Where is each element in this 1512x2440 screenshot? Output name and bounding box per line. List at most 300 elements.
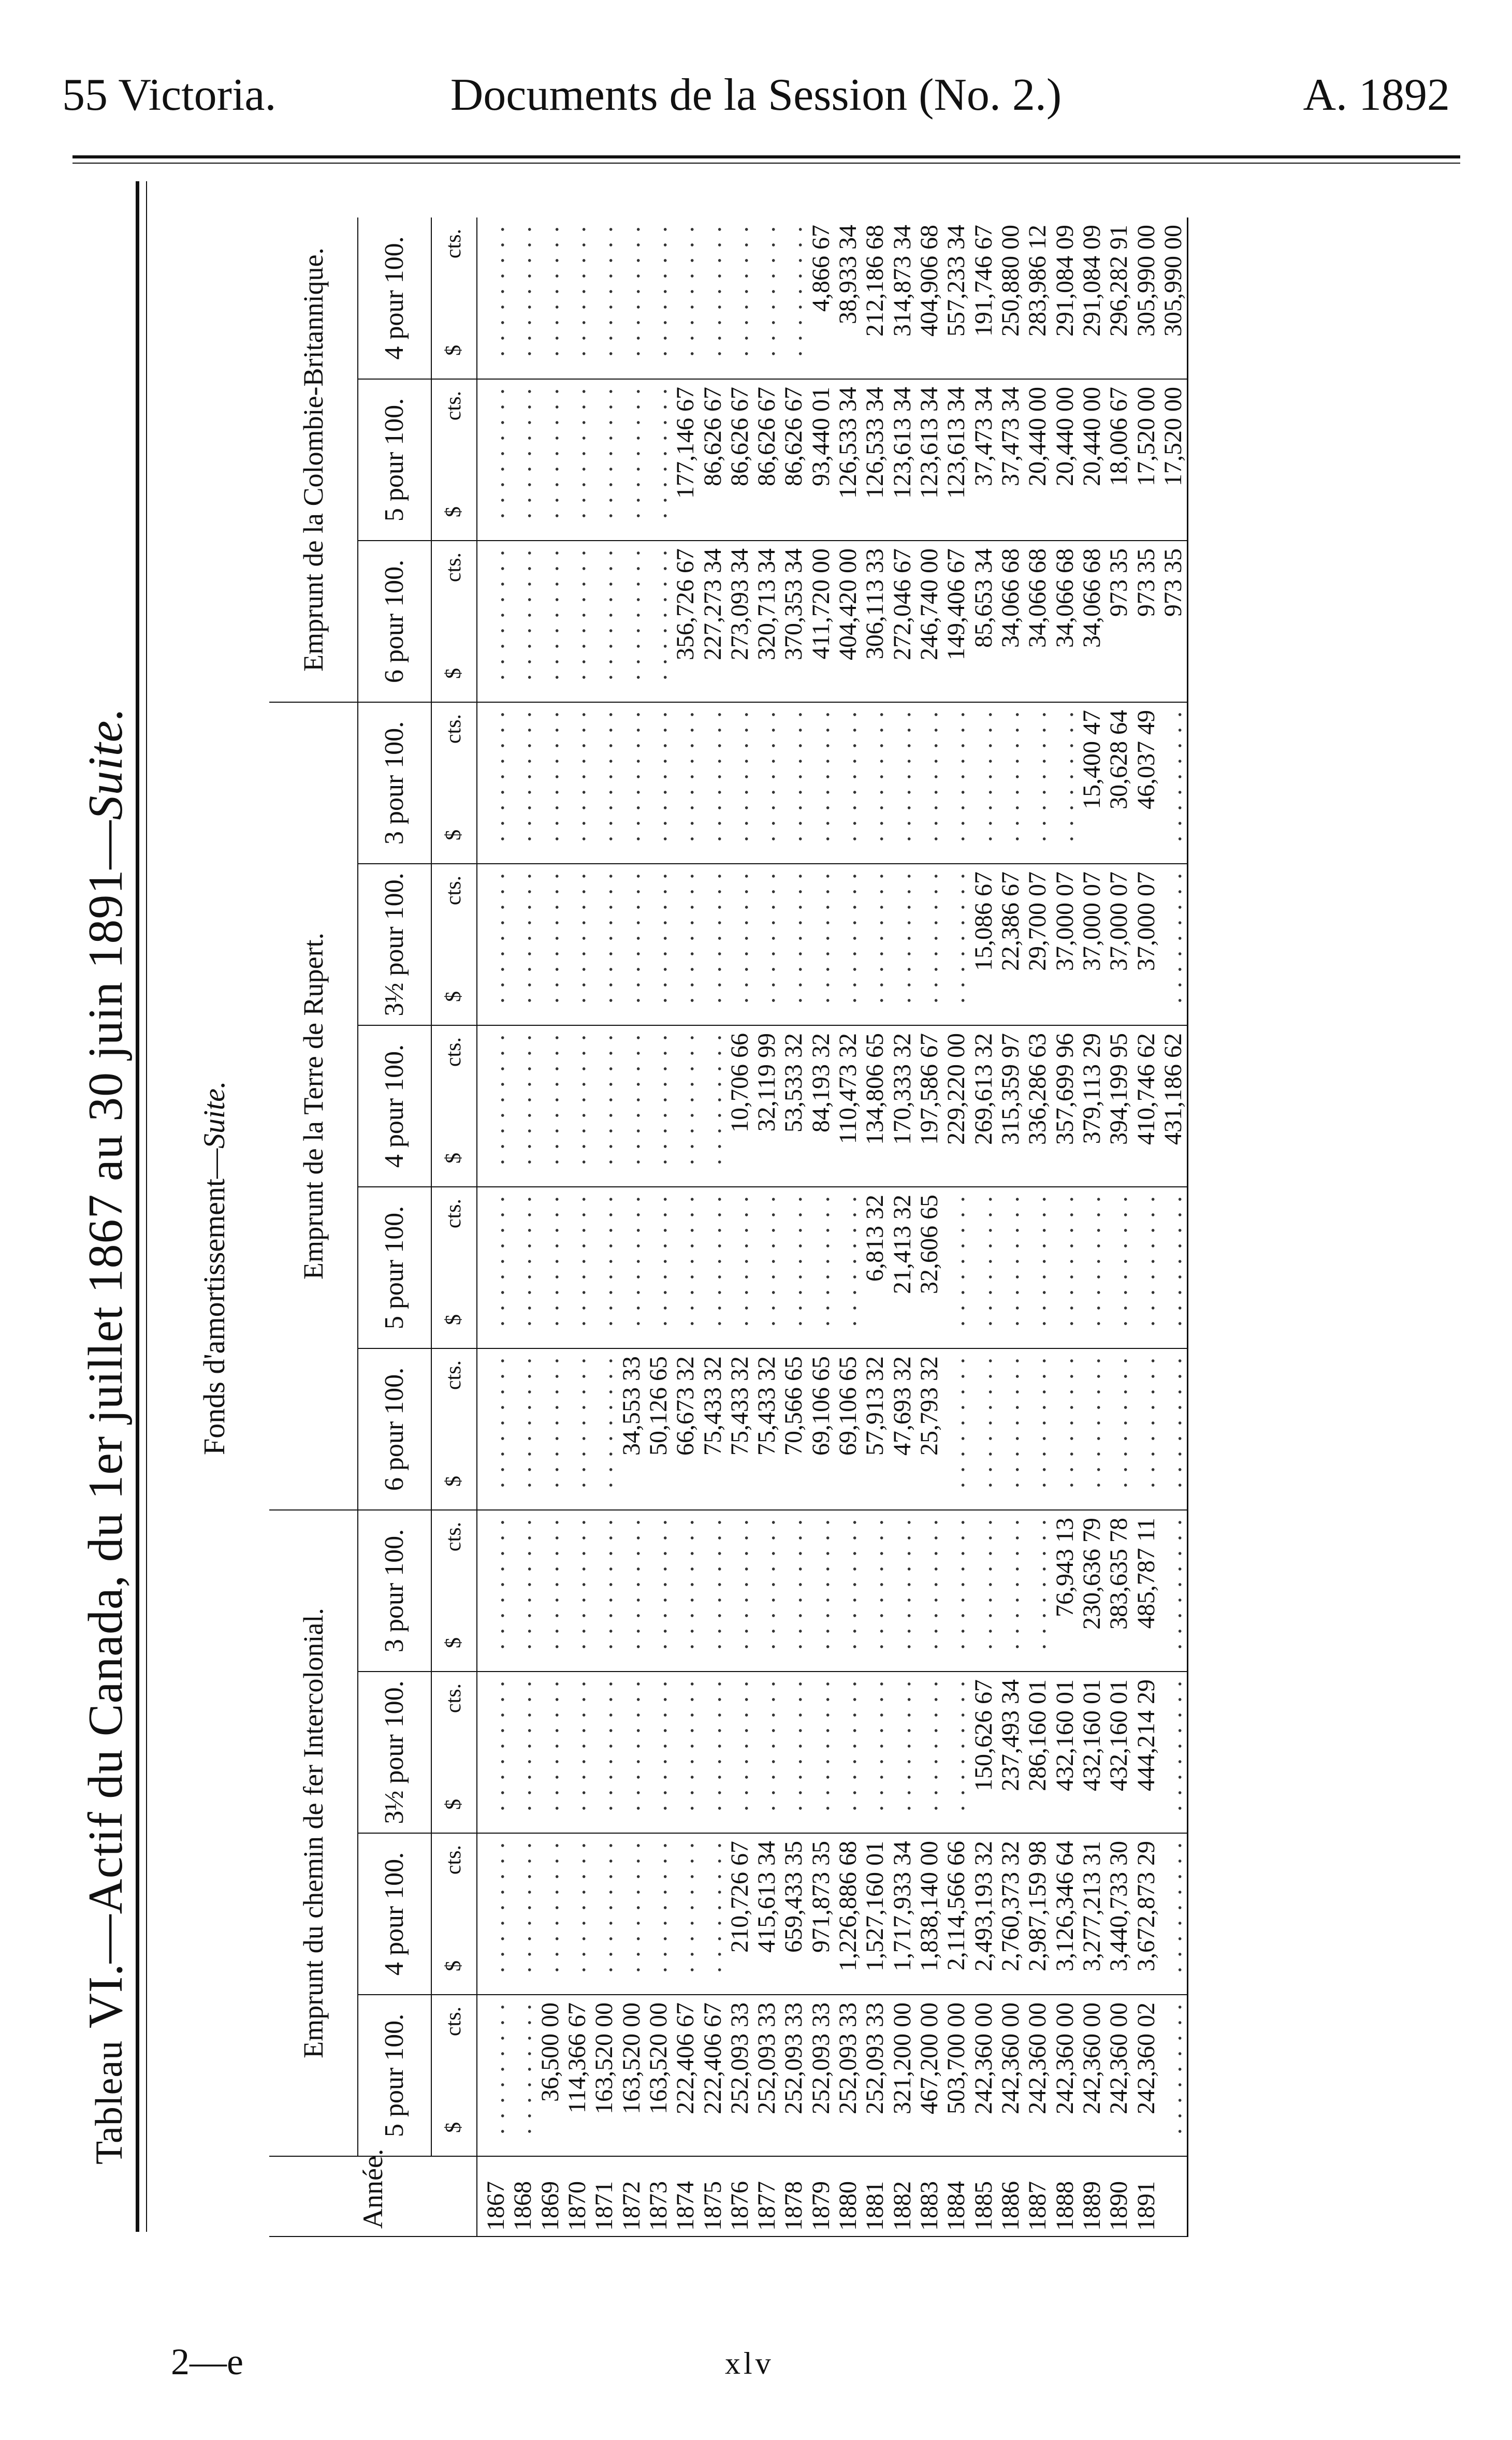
amount-cell — [477, 1995, 510, 2156]
amount-cell — [970, 1187, 997, 1348]
amount-cell — [591, 217, 618, 379]
amount-cell: 86,626 67 — [726, 379, 753, 541]
top-rule — [72, 155, 1460, 158]
amount-cell: 34,553 33 — [618, 1348, 645, 1510]
amount-cell — [645, 541, 672, 702]
amount-cell: 84,193 32 — [808, 1025, 835, 1187]
table-subtitle — [197, 1081, 231, 1455]
amount-cell: 17,520 00 — [1160, 379, 1188, 541]
amount-cell: 210,726 67 — [726, 1833, 753, 1995]
amount-cell — [700, 1833, 726, 1995]
subtitle-text: Fonds d'amortissement— — [197, 1148, 231, 1455]
currency-label: $ — [442, 1314, 466, 1325]
amount-cell: 269,613 32 — [970, 1025, 997, 1187]
table-row — [591, 217, 618, 2236]
amount-cell: 237,493 34 — [997, 1672, 1024, 1833]
year-cell: 1889 — [1079, 2156, 1106, 2236]
amount-cell — [477, 1025, 510, 1187]
amount-cell — [477, 1833, 510, 1995]
amount-cell — [618, 541, 645, 702]
amount-cell: 22,386 67 — [997, 864, 1024, 1025]
amount-cell: 252,093 33 — [835, 1995, 862, 2156]
amount-cell — [645, 1833, 672, 1995]
amount-cell — [564, 1348, 591, 1510]
table-body — [477, 217, 1188, 2236]
amount-cell — [780, 1510, 807, 1672]
amount-cell — [672, 217, 699, 379]
amount-cell — [591, 1348, 618, 1510]
amount-cell — [591, 702, 618, 864]
amount-cell — [477, 702, 510, 864]
amount-cell — [997, 1187, 1024, 1348]
amount-cell: 252,093 33 — [726, 1995, 753, 2156]
amount-cell: 242,360 00 — [970, 1995, 997, 2156]
amount-cell: 3,672,873 29 — [1133, 1833, 1160, 1995]
title-prefix: Tableau — [88, 2040, 130, 2165]
year-cell: 1879 — [808, 2156, 835, 2236]
table-row — [1024, 217, 1051, 2236]
amount-cell: 2,114,566 66 — [943, 1833, 970, 1995]
amount-cell: 37,000 07 — [1052, 864, 1079, 1025]
unit-header — [431, 1672, 477, 1833]
amount-cell: 431,186 62 — [1160, 1025, 1188, 1187]
amount-cell: 973 35 — [1106, 541, 1132, 702]
amount-cell — [997, 702, 1024, 864]
amount-cell — [835, 864, 862, 1025]
amount-cell: 659,433 35 — [780, 1833, 807, 1995]
amount-cell — [537, 1348, 564, 1510]
amount-cell — [618, 1187, 645, 1348]
amount-cell: 163,520 00 — [591, 1995, 618, 2156]
amount-cell: 3,440,733 30 — [1106, 1833, 1132, 1995]
amount-cell — [808, 864, 835, 1025]
amount-cell — [808, 702, 835, 864]
table-row — [672, 217, 699, 2236]
amount-cell — [537, 1025, 564, 1187]
rate-header: 3½ pour 100. — [358, 1672, 431, 1833]
cents-label: cts. — [442, 553, 466, 583]
amount-cell — [672, 1672, 699, 1833]
amount-cell — [564, 217, 591, 379]
amount-cell — [700, 1672, 726, 1833]
amount-cell — [672, 864, 699, 1025]
amount-cell — [645, 864, 672, 1025]
amount-cell: 252,093 33 — [862, 1995, 889, 2156]
amount-cell: 20,440 00 — [1024, 379, 1051, 541]
amount-cell: 17,520 00 — [1133, 379, 1160, 541]
amount-cell — [672, 702, 699, 864]
amount-cell — [943, 702, 970, 864]
amount-cell — [537, 379, 564, 541]
amount-cell — [1160, 1510, 1188, 1672]
amount-cell: 85,653 34 — [970, 541, 997, 702]
amount-cell: 291,084 09 — [1052, 217, 1079, 379]
amount-cell — [1160, 1672, 1188, 1833]
amount-cell — [510, 541, 536, 702]
amount-cell — [1106, 1187, 1132, 1348]
amount-cell: 1,226,886 68 — [835, 1833, 862, 1995]
year-column-header: Année. — [269, 2156, 477, 2236]
unit-header — [431, 1187, 477, 1348]
amount-cell: 57,913 32 — [862, 1348, 889, 1510]
year-cell: 1876 — [726, 2156, 753, 2236]
amount-cell: 314,873 34 — [889, 217, 916, 379]
amount-cell: 110,473 32 — [835, 1025, 862, 1187]
amount-cell — [808, 1510, 835, 1672]
year-cell: 1869 — [537, 2156, 564, 2236]
amount-cell: 76,943 13 — [1052, 1510, 1079, 1672]
amount-cell — [700, 702, 726, 864]
table-row — [862, 217, 889, 2236]
amount-cell: 286,160 01 — [1024, 1672, 1051, 1833]
amount-cell: 242,360 00 — [997, 1995, 1024, 2156]
amount-cell: 177,146 67 — [672, 379, 699, 541]
amount-cell — [537, 1187, 564, 1348]
amount-cell: 242,360 02 — [1133, 1995, 1160, 2156]
amount-cell: 356,726 67 — [672, 541, 699, 702]
rate-header: 3½ pour 100. — [358, 864, 431, 1025]
amount-cell — [564, 1025, 591, 1187]
amount-cell — [1160, 1833, 1188, 1995]
amount-cell: 227,273 34 — [700, 541, 726, 702]
amount-cell: 971,873 35 — [808, 1833, 835, 1995]
rate-header: 6 pour 100. — [358, 541, 431, 702]
unit-header — [431, 702, 477, 864]
amount-cell: 222,406 67 — [672, 1995, 699, 2156]
amount-cell — [835, 1187, 862, 1348]
amount-cell — [510, 702, 536, 864]
amount-cell: 29,700 07 — [1024, 864, 1051, 1025]
amount-cell: 70,566 65 — [780, 1348, 807, 1510]
amount-cell — [645, 379, 672, 541]
amount-cell: 15,400 47 — [1079, 702, 1106, 864]
table-row — [537, 217, 564, 2236]
year-cell: 1867 — [477, 2156, 510, 2236]
amount-cell: 557,233 34 — [943, 217, 970, 379]
amount-cell — [564, 379, 591, 541]
amount-cell — [591, 1672, 618, 1833]
year-cell: 1884 — [943, 2156, 970, 2236]
table-row — [943, 217, 970, 2236]
amount-cell: 321,200 00 — [889, 1995, 916, 2156]
amount-cell: 1,717,933 34 — [889, 1833, 916, 1995]
year-cell: 1877 — [753, 2156, 780, 2236]
amount-cell — [1024, 1348, 1051, 1510]
amount-cell: 2,760,373 32 — [997, 1833, 1024, 1995]
table-row — [916, 217, 943, 2236]
amount-cell — [645, 702, 672, 864]
amount-cell: 252,093 33 — [780, 1995, 807, 2156]
amount-cell — [1160, 864, 1188, 1025]
rate-header: 5 pour 100. — [358, 1995, 431, 2156]
amount-cell: 126,533 34 — [835, 379, 862, 541]
amount-cell: 69,106 65 — [835, 1348, 862, 1510]
table-row — [753, 217, 780, 2236]
rate-header: 5 pour 100. — [358, 1187, 431, 1348]
amount-cell — [645, 1672, 672, 1833]
currency-label: $ — [442, 1476, 466, 1487]
amount-cell: 273,093 34 — [726, 541, 753, 702]
year-cell: 1878 — [780, 2156, 807, 2236]
table-row — [1079, 217, 1106, 2236]
header-right: A. 1892 — [1303, 70, 1450, 120]
amount-cell — [510, 1187, 536, 1348]
amount-cell — [780, 864, 807, 1025]
unit-header — [431, 1995, 477, 2156]
amount-cell — [510, 1510, 536, 1672]
group-header: Emprunt de la Terre de Rupert. — [269, 702, 358, 1510]
amount-cell: 379,113 29 — [1079, 1025, 1106, 1187]
rate-header: 4 pour 100. — [358, 1025, 431, 1187]
currency-label: $ — [442, 2122, 466, 2133]
amount-cell: 86,626 67 — [780, 379, 807, 541]
footer-page-code: 2—e — [171, 2341, 243, 2383]
amount-cell — [477, 1510, 510, 1672]
table-row — [510, 217, 536, 2236]
amount-cell — [943, 1510, 970, 1672]
amount-cell — [618, 379, 645, 541]
table-row — [835, 217, 862, 2236]
amount-cell — [477, 217, 510, 379]
amount-cell: 149,406 67 — [943, 541, 970, 702]
amount-cell: 283,986 12 — [1024, 217, 1051, 379]
amount-cell: 305,990 00 — [1133, 217, 1160, 379]
amount-cell — [997, 1348, 1024, 1510]
amount-cell — [943, 1348, 970, 1510]
amount-cell — [591, 1025, 618, 1187]
amount-cell — [1052, 702, 1079, 864]
amount-cell: 320,713 34 — [753, 541, 780, 702]
amount-cell: 503,700 00 — [943, 1995, 970, 2156]
currency-label: $ — [442, 830, 466, 840]
amount-cell — [997, 1510, 1024, 1672]
cents-label: cts. — [442, 1522, 466, 1552]
rate-header: 3 pour 100. — [358, 702, 431, 864]
amount-cell — [943, 1187, 970, 1348]
amount-cell: 30,628 64 — [1106, 702, 1132, 864]
group-header: Emprunt de la Colombie-Britannique. — [269, 217, 358, 702]
amount-cell: 242,360 00 — [1024, 1995, 1051, 2156]
amount-cell — [862, 1510, 889, 1672]
amount-cell: 21,413 32 — [889, 1187, 916, 1348]
amount-cell: 37,000 07 — [1079, 864, 1106, 1025]
amount-cell — [618, 1025, 645, 1187]
amount-cell — [753, 1510, 780, 1672]
currency-label: $ — [442, 1960, 466, 1971]
amount-cell — [970, 702, 997, 864]
year-cell: 1880 — [835, 2156, 862, 2236]
rate-header: 3 pour 100. — [358, 1510, 431, 1672]
amount-cell — [1052, 1348, 1079, 1510]
footer-page-number: xlv — [725, 2346, 774, 2380]
amount-cell — [808, 1672, 835, 1833]
amount-cell: 973 35 — [1160, 541, 1188, 702]
amount-cell — [645, 1025, 672, 1187]
currency-label: $ — [442, 1799, 466, 1810]
amount-cell: 432,160 01 — [1052, 1672, 1079, 1833]
year-cell: 1868 — [510, 2156, 536, 2236]
amount-cell — [591, 379, 618, 541]
table-row — [564, 217, 591, 2236]
year-cell — [1160, 2156, 1188, 2236]
table-row — [477, 217, 510, 2236]
amount-cell — [591, 541, 618, 702]
amount-cell — [618, 1672, 645, 1833]
amount-cell — [564, 864, 591, 1025]
amount-cell — [564, 702, 591, 864]
amount-cell — [943, 864, 970, 1025]
amount-cell — [943, 1672, 970, 1833]
amount-cell: 38,933 34 — [835, 217, 862, 379]
amount-cell — [1079, 1348, 1106, 1510]
amount-cell — [672, 1025, 699, 1187]
amount-cell: 383,635 78 — [1106, 1510, 1132, 1672]
amount-cell: 191,746 67 — [970, 217, 997, 379]
amount-cell: 306,113 33 — [862, 541, 889, 702]
amount-cell — [916, 864, 943, 1025]
amount-cell — [618, 702, 645, 864]
year-cell: 1885 — [970, 2156, 997, 2236]
amount-cell — [1024, 1187, 1051, 1348]
amount-cell — [672, 1187, 699, 1348]
amount-cell: 2,987,159 98 — [1024, 1833, 1051, 1995]
amount-cell: 485,787 11 — [1133, 1510, 1160, 1672]
currency-label: $ — [442, 1637, 466, 1648]
amount-cell: 34,066 68 — [997, 541, 1024, 702]
amount-cell — [835, 1510, 862, 1672]
amount-cell: 410,746 62 — [1133, 1025, 1160, 1187]
amount-cell: 20,440 00 — [1052, 379, 1079, 541]
amount-cell: 86,626 67 — [700, 379, 726, 541]
amount-cell: 34,066 68 — [1079, 541, 1106, 702]
amount-cell: 4,866 67 — [808, 217, 835, 379]
amount-cell: 37,473 34 — [997, 379, 1024, 541]
year-cell: 1888 — [1052, 2156, 1079, 2236]
amount-cell — [1052, 1187, 1079, 1348]
currency-label: $ — [442, 991, 466, 1002]
year-cell: 1871 — [591, 2156, 618, 2236]
amount-cell — [618, 217, 645, 379]
amount-cell — [477, 1187, 510, 1348]
amount-cell: 1,527,160 01 — [862, 1833, 889, 1995]
amount-cell — [889, 1672, 916, 1833]
amount-cell — [477, 1348, 510, 1510]
cents-label: cts. — [442, 1683, 466, 1713]
amount-cell — [510, 217, 536, 379]
table-row — [1052, 217, 1079, 2236]
amount-cell: 47,693 32 — [889, 1348, 916, 1510]
unit-header — [431, 864, 477, 1025]
amount-cell: 75,433 32 — [753, 1348, 780, 1510]
unit-header — [431, 541, 477, 702]
year-cell: 1887 — [1024, 2156, 1051, 2236]
amount-cell — [889, 702, 916, 864]
amount-cell — [970, 1348, 997, 1510]
unit-header — [431, 217, 477, 379]
amount-cell: 394,199 95 — [1106, 1025, 1132, 1187]
rate-header: 4 pour 100. — [358, 217, 431, 379]
amount-cell — [889, 864, 916, 1025]
amount-cell: 134,806 65 — [862, 1025, 889, 1187]
rate-header-row — [358, 217, 431, 2236]
rate-header: 6 pour 100. — [358, 1348, 431, 1510]
amount-cell: 20,440 00 — [1079, 379, 1106, 541]
amount-cell — [1133, 1348, 1160, 1510]
table-row — [889, 217, 916, 2236]
year-cell: 1870 — [564, 2156, 591, 2236]
amount-cell — [591, 1833, 618, 1995]
cents-label: cts. — [442, 1360, 466, 1390]
amount-cell — [970, 1510, 997, 1672]
amount-cell — [537, 864, 564, 1025]
rotated-table-block — [0, 186, 1187, 2258]
amount-cell — [564, 541, 591, 702]
currency-label: $ — [442, 345, 466, 356]
amount-cell — [726, 1187, 753, 1348]
amount-cell — [672, 1833, 699, 1995]
amount-cell: 86,626 67 — [753, 379, 780, 541]
amount-cell — [753, 217, 780, 379]
amount-cell — [862, 864, 889, 1025]
table-row — [997, 217, 1024, 2236]
amount-cell: 123,613 34 — [889, 379, 916, 541]
amount-cell: 336,286 63 — [1024, 1025, 1051, 1187]
amount-cell — [700, 864, 726, 1025]
amount-cell: 404,420 00 — [835, 541, 862, 702]
amount-cell — [510, 1348, 536, 1510]
amount-cell — [510, 1025, 536, 1187]
amount-cell — [510, 379, 536, 541]
amount-cell: 305,990 00 — [1160, 217, 1188, 379]
amount-cell: 315,359 97 — [997, 1025, 1024, 1187]
table-row — [970, 217, 997, 2236]
amount-cell — [618, 864, 645, 1025]
amount-cell — [537, 702, 564, 864]
year-cell: 1881 — [862, 2156, 889, 2236]
amount-cell — [835, 1672, 862, 1833]
amount-cell — [510, 1995, 536, 2156]
amount-cell: 36,500 00 — [537, 1995, 564, 2156]
amount-cell — [889, 1510, 916, 1672]
amount-cell: 2,493,193 32 — [970, 1833, 997, 1995]
unit-header-row — [431, 217, 477, 2236]
amount-cell: 6,813 32 — [862, 1187, 889, 1348]
unit-header — [431, 1025, 477, 1187]
group-header-row — [269, 217, 358, 2236]
amount-cell: 252,093 33 — [808, 1995, 835, 2156]
cents-label: cts. — [442, 2007, 466, 2037]
amount-cell — [537, 217, 564, 379]
table-row — [645, 217, 672, 2236]
amount-cell: 37,473 34 — [970, 379, 997, 541]
sinking-fund-table — [269, 217, 1188, 2237]
amount-cell: 34,066 68 — [1024, 541, 1051, 702]
year-cell: 1883 — [916, 2156, 943, 2236]
amount-cell: 46,037 49 — [1133, 702, 1160, 864]
amount-cell — [780, 1187, 807, 1348]
table-row — [780, 217, 807, 2236]
amount-cell — [537, 1672, 564, 1833]
amount-cell: 123,613 34 — [943, 379, 970, 541]
table-row — [618, 217, 645, 2236]
amount-cell: 10,706 66 — [726, 1025, 753, 1187]
amount-cell: 411,720 00 — [808, 541, 835, 702]
amount-cell — [1024, 1510, 1051, 1672]
amount-cell — [726, 1672, 753, 1833]
amount-cell: 18,006 67 — [1106, 379, 1132, 541]
amount-cell: 32,606 65 — [916, 1187, 943, 1348]
amount-cell — [726, 864, 753, 1025]
